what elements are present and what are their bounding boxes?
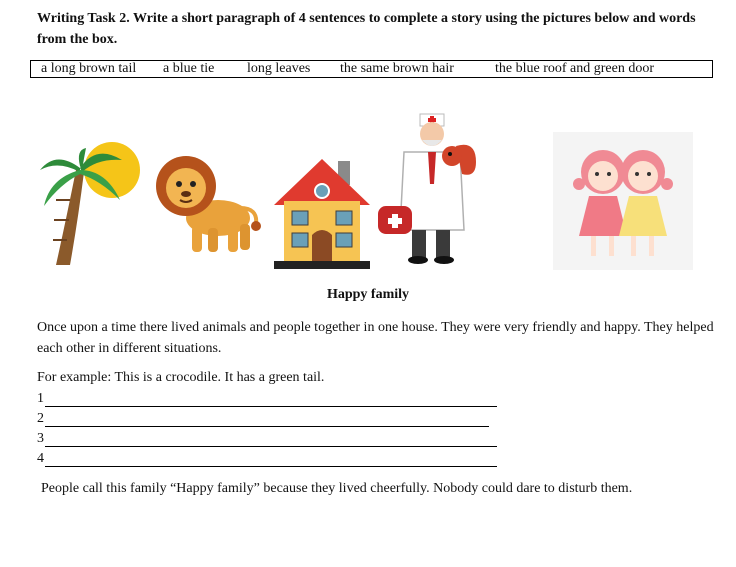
answer-line-1[interactable] bbox=[37, 391, 502, 409]
story-intro: Once upon a time there lived animals and people together in one house. They were very friendly and happy. They helped each other in different situations. bbox=[37, 320, 714, 356]
doctor-picture bbox=[372, 110, 484, 270]
answer-line-number: 3 bbox=[37, 431, 44, 446]
house-picture bbox=[272, 155, 372, 270]
palm-tree-picture bbox=[36, 130, 146, 270]
word-box-item: long leaves bbox=[247, 61, 311, 76]
answer-line-number: 4 bbox=[37, 451, 44, 466]
story-example: For example: This is a crocodile. It has a green tail. bbox=[37, 370, 325, 385]
answer-line-2[interactable] bbox=[37, 411, 502, 429]
story-title: Happy family bbox=[326, 287, 410, 302]
answer-line-3[interactable] bbox=[37, 431, 502, 449]
word-box bbox=[30, 60, 713, 78]
house-door bbox=[312, 230, 332, 261]
word-box-item: the same brown hair bbox=[340, 61, 454, 76]
story-closing: People call this family “Happy family” because they lived cheerfully. Nobody could dare to disturb them. bbox=[41, 481, 633, 496]
task-title: Writing Task 2. Write a short paragraph of 4 sentences to complete a story using the pictures below and words from the box. bbox=[37, 11, 696, 47]
word-box-item: a long brown tail bbox=[41, 61, 137, 76]
answer-line-number: 1 bbox=[37, 391, 44, 406]
answer-line-4[interactable] bbox=[37, 451, 502, 469]
word-box-item: a blue tie bbox=[163, 61, 215, 76]
lion-picture bbox=[150, 148, 265, 260]
twin-girls-picture bbox=[553, 132, 693, 270]
word-box-item: the blue roof and green door bbox=[495, 61, 654, 76]
answer-line-number: 2 bbox=[37, 411, 44, 426]
